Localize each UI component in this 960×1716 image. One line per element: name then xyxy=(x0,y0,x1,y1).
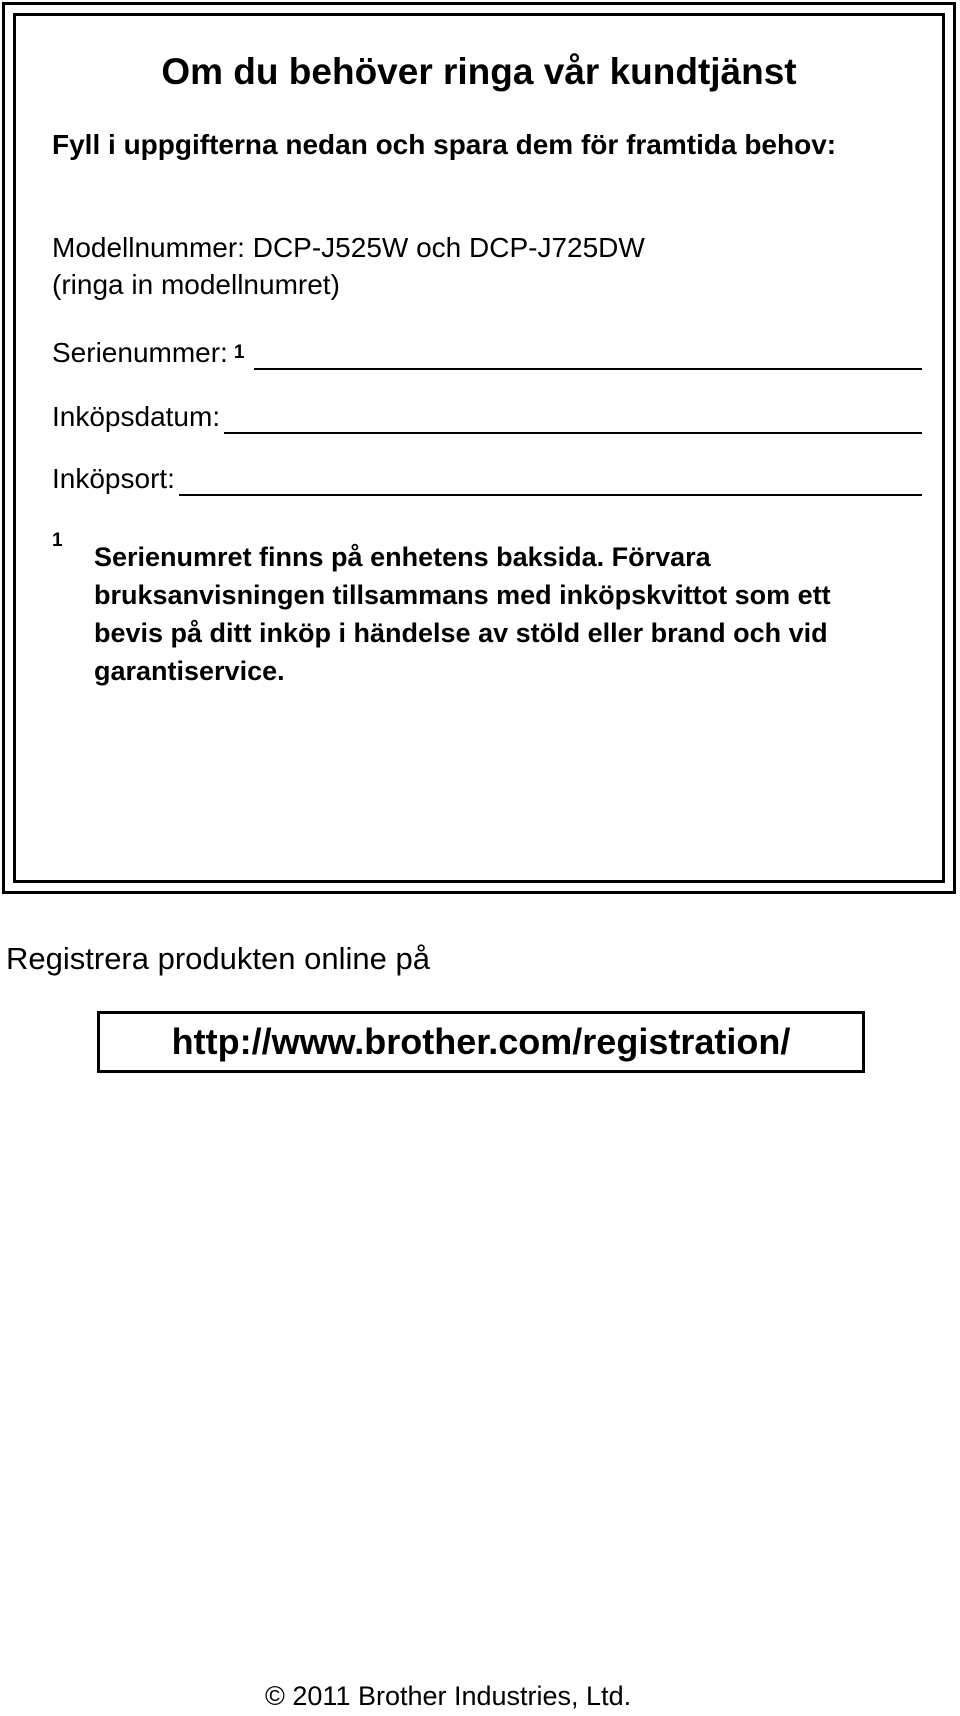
footnote-marker: 1 xyxy=(52,530,63,551)
registration-label: Registrera produkten online på xyxy=(6,941,430,976)
info-frame-inner xyxy=(13,13,945,883)
model-number-block xyxy=(52,229,912,303)
purchase-place-row xyxy=(52,462,922,496)
serial-number-label: Serienummer: xyxy=(52,337,228,368)
registration-url-link[interactable]: http://www.brother.com/registration/ xyxy=(171,1021,791,1062)
model-number-line: Modellnummer: DCP-J525W och DCP-J725DW xyxy=(52,232,645,263)
page-title: Om du behöver ringa vår kundtjänst xyxy=(161,51,797,92)
fill-in-instruction: Fyll i uppgifterna nedan och spara dem för framtida behov: xyxy=(52,129,837,160)
info-frame-outer xyxy=(2,2,956,894)
footnote-text: Serienumret finns på enhetens baksida. Förvara bruksanvisningen tillsammans med inköpskvittot som ett bevis på ditt inköp i händelse av stöld eller brand och vid garantiservice. xyxy=(94,542,831,686)
purchase-date-row xyxy=(52,400,922,434)
copyright-notice: © 2011 Brother Industries, Ltd. xyxy=(265,1681,632,1711)
purchase-date-label: Inköpsdatum: xyxy=(52,401,221,432)
purchase-place-label: Inköpsort: xyxy=(52,463,175,494)
model-number-hint: (ringa in modellnumret) xyxy=(52,269,340,300)
purchase-date-line[interactable] xyxy=(224,402,922,434)
registration-url-box[interactable] xyxy=(97,1011,865,1073)
serial-number-line[interactable] xyxy=(254,338,922,370)
serial-footnote-ref: 1 xyxy=(233,342,245,363)
serial-number-row xyxy=(52,336,922,370)
purchase-place-line[interactable] xyxy=(179,464,922,496)
